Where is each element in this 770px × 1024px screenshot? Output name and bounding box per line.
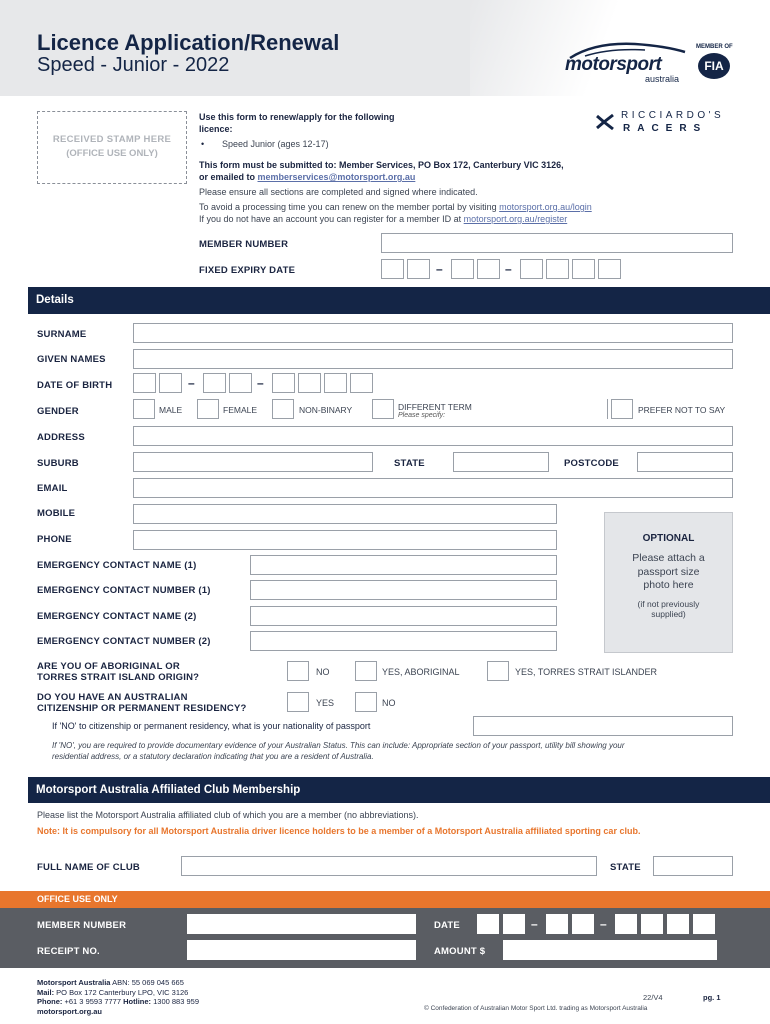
- expiry-m1[interactable]: [451, 259, 474, 279]
- footer-page: pg. 1: [703, 993, 721, 1002]
- ricciardo-emblem-icon: [595, 112, 615, 132]
- state-input[interactable]: [453, 452, 549, 472]
- office-date-y2[interactable]: [641, 914, 663, 934]
- dob-dash1: –: [188, 376, 195, 390]
- aboriginal-no-label: NO: [316, 667, 330, 677]
- given-names-label: GIVEN NAMES: [37, 354, 106, 365]
- mobile-input[interactable]: [133, 504, 557, 524]
- brand-sub: australia: [645, 74, 680, 84]
- suburb-label: SUBURB: [37, 458, 79, 469]
- address-input[interactable]: [133, 426, 733, 446]
- footer-phone: +61 3 9593 7777: [62, 997, 124, 1006]
- login-link[interactable]: motorsport.org.au/login: [499, 202, 592, 212]
- gender-prefer-label: PREFER NOT TO SAY: [638, 405, 726, 415]
- ec-name1-label: EMERGENCY CONTACT NAME (1): [37, 560, 197, 571]
- expiry-y3[interactable]: [572, 259, 595, 279]
- club-name-label: FULL NAME OF CLUB: [37, 862, 140, 873]
- given-names-input[interactable]: [133, 349, 733, 369]
- phone-label: PHONE: [37, 534, 72, 545]
- footer-contact: [37, 978, 199, 1016]
- suburb-input[interactable]: [133, 452, 373, 472]
- office-date-dash1: –: [531, 917, 538, 931]
- club-state-label: STATE: [610, 862, 641, 873]
- footer-hotline: 1300 883 959: [151, 997, 199, 1006]
- office-amount-label: AMOUNT $: [434, 946, 486, 957]
- dob-y3[interactable]: [324, 373, 347, 393]
- sponsor-line2: RACERS: [623, 123, 708, 134]
- citizen-yes-checkbox[interactable]: [287, 692, 309, 712]
- details-title: Details: [36, 294, 74, 306]
- expiry-y1[interactable]: [520, 259, 543, 279]
- member-number-label: MEMBER NUMBER: [199, 239, 289, 250]
- postcode-label: POSTCODE: [564, 458, 619, 469]
- surname-label: SURNAME: [37, 329, 87, 340]
- ec-name2-input[interactable]: [250, 606, 557, 626]
- gender-different-label: DIFFERENT TERM: [398, 402, 472, 412]
- office-date-y3[interactable]: [667, 914, 689, 934]
- mobile-label: MOBILE: [37, 508, 76, 519]
- office-use-header: [0, 891, 770, 908]
- member-of-label: MEMBER OF: [696, 44, 733, 50]
- dob-m1[interactable]: [203, 373, 226, 393]
- stamp-line1: RECEIVED STAMP HERE: [52, 134, 172, 145]
- office-date-y1[interactable]: [615, 914, 637, 934]
- citizen-yes-label: YES: [316, 698, 335, 708]
- photo-text: Please attach a passport size photo here: [632, 552, 705, 591]
- office-receipt-label: RECEIPT NO.: [37, 946, 100, 957]
- citizen-question-2: CITIZENSHIP OR PERMANENT RESIDENCY?: [37, 703, 247, 714]
- gender-different-checkbox[interactable]: [372, 399, 394, 419]
- club-name-input[interactable]: [181, 856, 597, 876]
- dob-y4[interactable]: [350, 373, 373, 393]
- form-title: Licence Application/Renewal: [37, 30, 340, 55]
- footer-mail-line: [37, 988, 199, 998]
- expiry-d1[interactable]: [381, 259, 404, 279]
- dob-y2[interactable]: [298, 373, 321, 393]
- details-section-bar: [28, 287, 770, 314]
- expiry-y2[interactable]: [546, 259, 569, 279]
- use-form-text: Use this form to renew/apply for the following licence:: [199, 112, 395, 134]
- office-date-d2[interactable]: [503, 914, 525, 934]
- office-date-label: DATE: [434, 920, 460, 931]
- gender-prefer-checkbox[interactable]: [611, 399, 633, 419]
- ec-name2-label: EMERGENCY CONTACT NAME (2): [37, 611, 197, 622]
- sponsor-line1: RICCIARDO'S: [621, 110, 725, 121]
- email-label: EMAIL: [37, 483, 68, 494]
- nationality-note: If 'NO', you are required to provide documentary evidence of your Australian Status. This can include: Appropriate section of your passport, utility bill showing your residential address, or a statutory declaration indicating that you are a resident of Australia.: [52, 741, 625, 761]
- emailed-prefix: or emailed to: [199, 172, 258, 182]
- submit-to-text: This form must be submitted to: Member Services, PO Box 172, Canterbury VIC 3126,: [199, 160, 564, 170]
- club-note: Note: It is compulsory for all Motorsport Australia driver licence holders to be a member of a Motorsport Australia affiliated sporting car club.: [37, 826, 641, 836]
- gender-male-checkbox[interactable]: [133, 399, 155, 419]
- member-number-input[interactable]: [381, 233, 733, 253]
- register-text: [199, 214, 567, 224]
- footer-version: 22/V4: [643, 993, 663, 1002]
- gender-specify-hint: Please specify:: [398, 412, 446, 419]
- form-subtitle: Speed - Junior - 2022: [37, 54, 230, 76]
- brand-name: motorsport: [565, 54, 662, 75]
- postcode-input[interactable]: [637, 452, 733, 472]
- dob-label: DATE OF BIRTH: [37, 380, 113, 391]
- state-label: STATE: [394, 458, 425, 469]
- office-date-d1[interactable]: [477, 914, 499, 934]
- aboriginal-question-2: TORRES STRAIT ISLAND ORIGIN?: [37, 672, 200, 683]
- office-amount-input[interactable]: [503, 940, 717, 960]
- office-use-title: OFFICE USE ONLY: [37, 894, 118, 904]
- dob-dash2: –: [257, 376, 264, 390]
- sponsor-logo: [595, 110, 735, 136]
- surname-input[interactable]: [133, 323, 733, 343]
- office-date-m2[interactable]: [572, 914, 594, 934]
- gender-label: GENDER: [37, 406, 79, 417]
- dob-d1[interactable]: [133, 373, 156, 393]
- email-line: [199, 172, 415, 182]
- club-section-bar: [28, 777, 770, 803]
- received-stamp-box: [37, 111, 187, 184]
- nationality-question: If 'NO' to citizenship or permanent residency, what is your nationality of passport: [52, 721, 371, 731]
- footer-phone-label: Phone:: [37, 997, 63, 1006]
- avoid-text: [199, 202, 592, 212]
- ensure-text: Please ensure all sections are completed and signed where indicated.: [199, 187, 478, 197]
- citizen-no-label: NO: [382, 698, 396, 708]
- office-date-dash2: –: [600, 917, 607, 931]
- aboriginal-yes-label: YES, ABORIGINAL: [382, 667, 460, 677]
- expiry-d2[interactable]: [407, 259, 430, 279]
- licence-item: Speed Junior (ages 12-17): [222, 139, 329, 149]
- gender-nonbinary-checkbox[interactable]: [272, 399, 294, 419]
- gender-female-label: FEMALE: [223, 405, 258, 415]
- photo-box[interactable]: [604, 512, 733, 653]
- fixed-expiry-label: FIXED EXPIRY DATE: [199, 265, 296, 276]
- footer-hotline-label: Hotline:: [123, 997, 152, 1006]
- nationality-input[interactable]: [473, 716, 733, 736]
- gender-female-checkbox[interactable]: [197, 399, 219, 419]
- photo-optional: OPTIONAL: [642, 533, 695, 544]
- aboriginal-no-checkbox[interactable]: [287, 661, 309, 681]
- office-date-y4[interactable]: [693, 914, 715, 934]
- club-instruction: Please list the Motorsport Australia affiliated club of which you are a member (no abbreviations).: [37, 810, 419, 820]
- gender-male-label: MALE: [159, 405, 183, 415]
- ec-num1-label: EMERGENCY CONTACT NUMBER (1): [37, 585, 211, 596]
- footer-abn: ABN: 55 069 045 665: [110, 978, 184, 987]
- fia-text: FIA: [704, 59, 724, 73]
- footer-org-line: [37, 978, 199, 988]
- torres-yes-checkbox[interactable]: [487, 661, 509, 681]
- office-date-m1[interactable]: [546, 914, 568, 934]
- citizen-no-checkbox[interactable]: [355, 692, 377, 712]
- ec-name1-input[interactable]: [250, 555, 557, 575]
- dob-d2[interactable]: [159, 373, 182, 393]
- stamp-line2: (OFFICE USE ONLY): [66, 148, 158, 159]
- dob-m2[interactable]: [229, 373, 252, 393]
- office-member-input[interactable]: [187, 914, 416, 934]
- phone-input[interactable]: [133, 530, 557, 550]
- club-state-input[interactable]: [653, 856, 733, 876]
- motorsport-logo: [565, 38, 695, 88]
- ec-num2-input[interactable]: [250, 631, 557, 651]
- expiry-y4[interactable]: [598, 259, 621, 279]
- expiry-dash2: –: [505, 262, 512, 276]
- email-input[interactable]: [133, 478, 733, 498]
- register-prefix: If you do not have an account you can register for a member ID at: [199, 214, 464, 224]
- dob-y1[interactable]: [272, 373, 295, 393]
- bullet-icon: •: [201, 139, 205, 149]
- ec-num2-label: EMERGENCY CONTACT NUMBER (2): [37, 636, 211, 647]
- torres-yes-label: YES, TORRES STRAIT ISLANDER: [515, 667, 658, 677]
- gender-nonbinary-label: NON-BINARY: [299, 405, 353, 415]
- citizen-question-1: DO YOU HAVE AN AUSTRALIAN: [37, 692, 188, 703]
- footer-confederation: © Confederation of Australian Motor Sport Ltd. trading as Motorsport Australia: [424, 1005, 648, 1012]
- aboriginal-question-1: ARE YOU OF ABORIGINAL OR: [37, 661, 180, 672]
- club-title: Motorsport Australia Affiliated Club Membership: [36, 784, 301, 796]
- footer-phone-line: [37, 997, 199, 1007]
- footer-mail-label: Mail:: [37, 987, 55, 997]
- office-receipt-input[interactable]: [187, 940, 416, 960]
- address-label: ADDRESS: [37, 432, 85, 443]
- footer-mail: PO Box 172 Canterbury LPO, VIC 3126: [54, 987, 189, 997]
- ec-num1-input[interactable]: [250, 580, 557, 600]
- register-link[interactable]: motorsport.org.au/register: [463, 214, 568, 224]
- expiry-m2[interactable]: [477, 259, 500, 279]
- aboriginal-yes-checkbox[interactable]: [355, 661, 377, 681]
- member-services-email-link[interactable]: memberservices@motorsport.org.au: [257, 172, 416, 182]
- fia-logo: [698, 53, 730, 79]
- avoid-prefix: To avoid a processing time you can renew on the member portal by visiting: [199, 202, 500, 212]
- footer-web[interactable]: motorsport.org.au: [37, 1006, 102, 1016]
- photo-note: (if not previously supplied): [637, 598, 700, 619]
- footer-org: Motorsport Australia: [37, 978, 111, 987]
- office-member-label: MEMBER NUMBER: [37, 920, 127, 931]
- expiry-dash1: –: [436, 262, 443, 276]
